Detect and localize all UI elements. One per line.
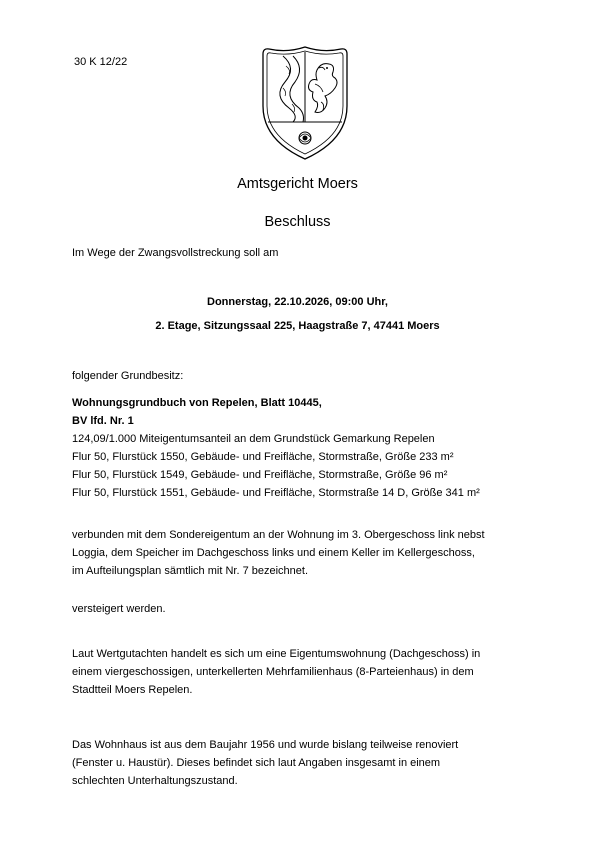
intro-text: Im Wege der Zwangsvollstreckung soll am	[72, 247, 279, 259]
appraisal-paragraph	[72, 645, 480, 699]
special-ownership-line: im Aufteilungsplan sämtlich mit Nr. 7 bezeichnet.	[72, 565, 309, 577]
court-name: Amtsgericht Moers	[237, 176, 358, 192]
register-heading: Wohnungsgrundbuch von Repelen, Blatt 10445,	[72, 397, 322, 409]
special-ownership	[72, 526, 485, 580]
property-line: 124,09/1.000 Miteigentumsanteil an dem Grundstück Gemarkung Repelen	[72, 433, 435, 445]
appointment-block	[0, 290, 595, 338]
appointment-date: Donnerstag, 22.10.2026, 09:00 Uhr,	[207, 296, 388, 308]
appraisal-line: einem viergeschossigen, unterkellerten Mehrfamilienhaus (8-Parteienhaus) in dem	[72, 666, 474, 678]
appointment-location: 2. Etage, Sitzungssaal 225, Haagstraße 7, 47441 Moers	[155, 320, 440, 332]
document-title: Beschluss	[264, 214, 331, 230]
auctioned-text: versteigert werden.	[72, 603, 166, 615]
appraisal-line: Stadtteil Moers Repelen.	[72, 684, 193, 696]
case-reference: 30 K 12/22	[74, 56, 128, 68]
building-paragraph	[72, 736, 458, 790]
building-line: schlechten Unterhaltungszustand.	[72, 775, 238, 787]
building-line: (Fenster u. Haustür). Dieses befindet sich laut Angaben insgesamt in einem	[72, 757, 441, 769]
appraisal-line: Laut Wertgutachten handelt es sich um eine Eigentumswohnung (Dachgeschoss) in	[72, 648, 481, 660]
special-ownership-line: verbunden mit dem Sondereigentum an der Wohnung im 3. Obergeschoss link nebst	[72, 529, 485, 541]
special-ownership-line: Loggia, dem Speicher im Dachgeschoss links und einem Keller im Kellergeschoss,	[72, 547, 475, 559]
property-line: Flur 50, Flurstück 1551, Gebäude- und Freifläche, Stormstraße 14 D, Größe 341 m²	[72, 487, 480, 499]
bv-label: BV lfd. Nr. 1	[72, 415, 134, 427]
property-block	[72, 394, 480, 502]
property-line: Flur 50, Flurstück 1549, Gebäude- und Freifläche, Stormstraße, Größe 96 m²	[72, 469, 448, 481]
property-intro: folgender Grundbesitz:	[72, 370, 184, 382]
building-line: Das Wohnhaus ist aus dem Baujahr 1956 und wurde bislang teilweise renoviert	[72, 739, 459, 751]
coat-of-arms-icon	[259, 44, 351, 162]
property-line: Flur 50, Flurstück 1550, Gebäude- und Freifläche, Stormstraße, Größe 233 m²	[72, 451, 454, 463]
